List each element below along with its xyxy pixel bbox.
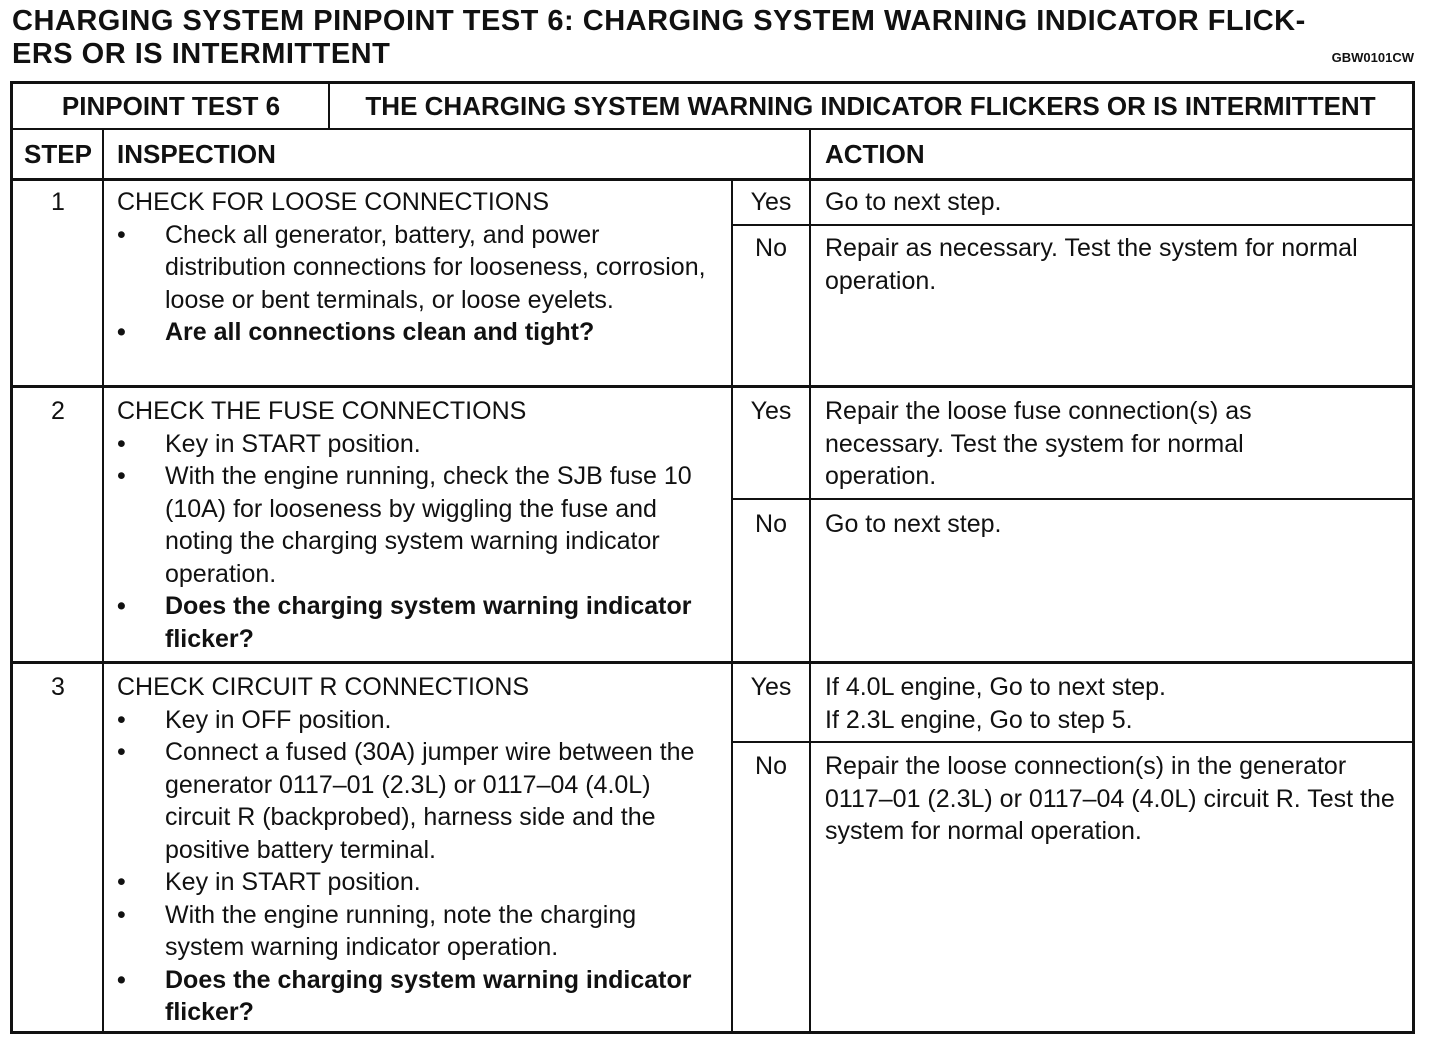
step-heading: CHECK THE FUSE CONNECTIONS: [117, 397, 527, 425]
bullet: • Key in START position.: [117, 428, 722, 461]
yes-label: Yes: [750, 397, 792, 425]
bullet: • Key in START position.: [117, 866, 722, 899]
title-line-1: CHARGING SYSTEM PINPOINT TEST 6: CHARGING SYSTEM WARNING INDICATOR FLICK-: [12, 5, 1306, 37]
divider: [733, 741, 1412, 743]
inspection-header: INSPECTION: [117, 138, 276, 169]
page-title: [12, 5, 1412, 71]
step-number: 1: [51, 188, 65, 216]
step-heading: CHECK FOR LOOSE CONNECTIONS: [117, 188, 549, 216]
divider: [733, 498, 1412, 500]
yes-action-line: If 4.0L engine, Go to next step.: [825, 673, 1166, 701]
step-number: 2: [51, 397, 65, 425]
step-inspection: [117, 395, 722, 655]
title-line-2: ERS OR IS INTERMITTENT: [12, 38, 391, 70]
divider: [13, 178, 1412, 181]
no-label: No: [755, 752, 787, 780]
no-label: No: [755, 510, 787, 538]
step-question: • Does the charging system warning indicator flicker?: [117, 590, 722, 655]
step-inspection: [117, 671, 722, 1029]
test-label: PINPOINT TEST 6: [61, 90, 281, 121]
yes-action: Repair the loose fuse connection(s) as necessary. Test the system for normal operation.: [825, 397, 1252, 490]
no-label: No: [755, 234, 787, 262]
yes-action: [825, 671, 1410, 736]
step-number: 3: [51, 673, 65, 701]
pinpoint-test-table: [10, 81, 1415, 1034]
yes-action-line: If 2.3L engine, Go to step 5.: [825, 705, 1133, 734]
test-description: THE CHARGING SYSTEM WARNING INDICATOR FLICKERS OR IS INTERMITTENT: [365, 90, 1376, 121]
divider: [102, 130, 104, 1034]
divider: [13, 385, 1412, 388]
divider: [809, 130, 811, 1034]
bullet: • Check all generator, battery, and power distribution connections for looseness, corrosion, loose or bent terminals, or loose eyelets.: [117, 219, 722, 317]
figure-code: GBW0101CW: [1331, 50, 1414, 65]
step-header: STEP: [24, 138, 92, 169]
yes-label: Yes: [750, 673, 792, 701]
step-question: • Are all connections clean and tight?: [117, 316, 722, 349]
action-header: ACTION: [825, 138, 925, 169]
no-action: Repair as necessary. Test the system for normal operation.: [825, 234, 1358, 295]
yes-label: Yes: [750, 188, 792, 216]
yes-action: Go to next step.: [825, 188, 1002, 216]
step-heading: CHECK CIRCUIT R CONNECTIONS: [117, 673, 530, 701]
divider: [733, 224, 1412, 226]
bullet: • With the engine running, note the charging system warning indicator operation.: [117, 899, 722, 964]
no-action: Go to next step.: [825, 510, 1002, 538]
no-action: Repair the loose connection(s) in the generator 0117–01 (2.3L) or 0117–04 (4.0L) circuit R. Test the system for normal operation.: [825, 752, 1395, 845]
bullet: • With the engine running, check the SJB fuse 10 (10A) for looseness by wiggling the fuse and noting the charging system warning indicator operation.: [117, 460, 722, 590]
divider: [731, 180, 733, 1034]
bullet: • Key in OFF position.: [117, 704, 722, 737]
bullet: • Connect a fused (30A) jumper wire between the generator 0117–01 (2.3L) or 0117–04 (4.0L) circuit R (backprobed), harness side and the positive battery terminal.: [117, 736, 722, 866]
divider: [13, 661, 1412, 664]
step-inspection: [117, 186, 722, 349]
step-question: • Does the charging system warning indicator flicker?: [117, 964, 722, 1029]
